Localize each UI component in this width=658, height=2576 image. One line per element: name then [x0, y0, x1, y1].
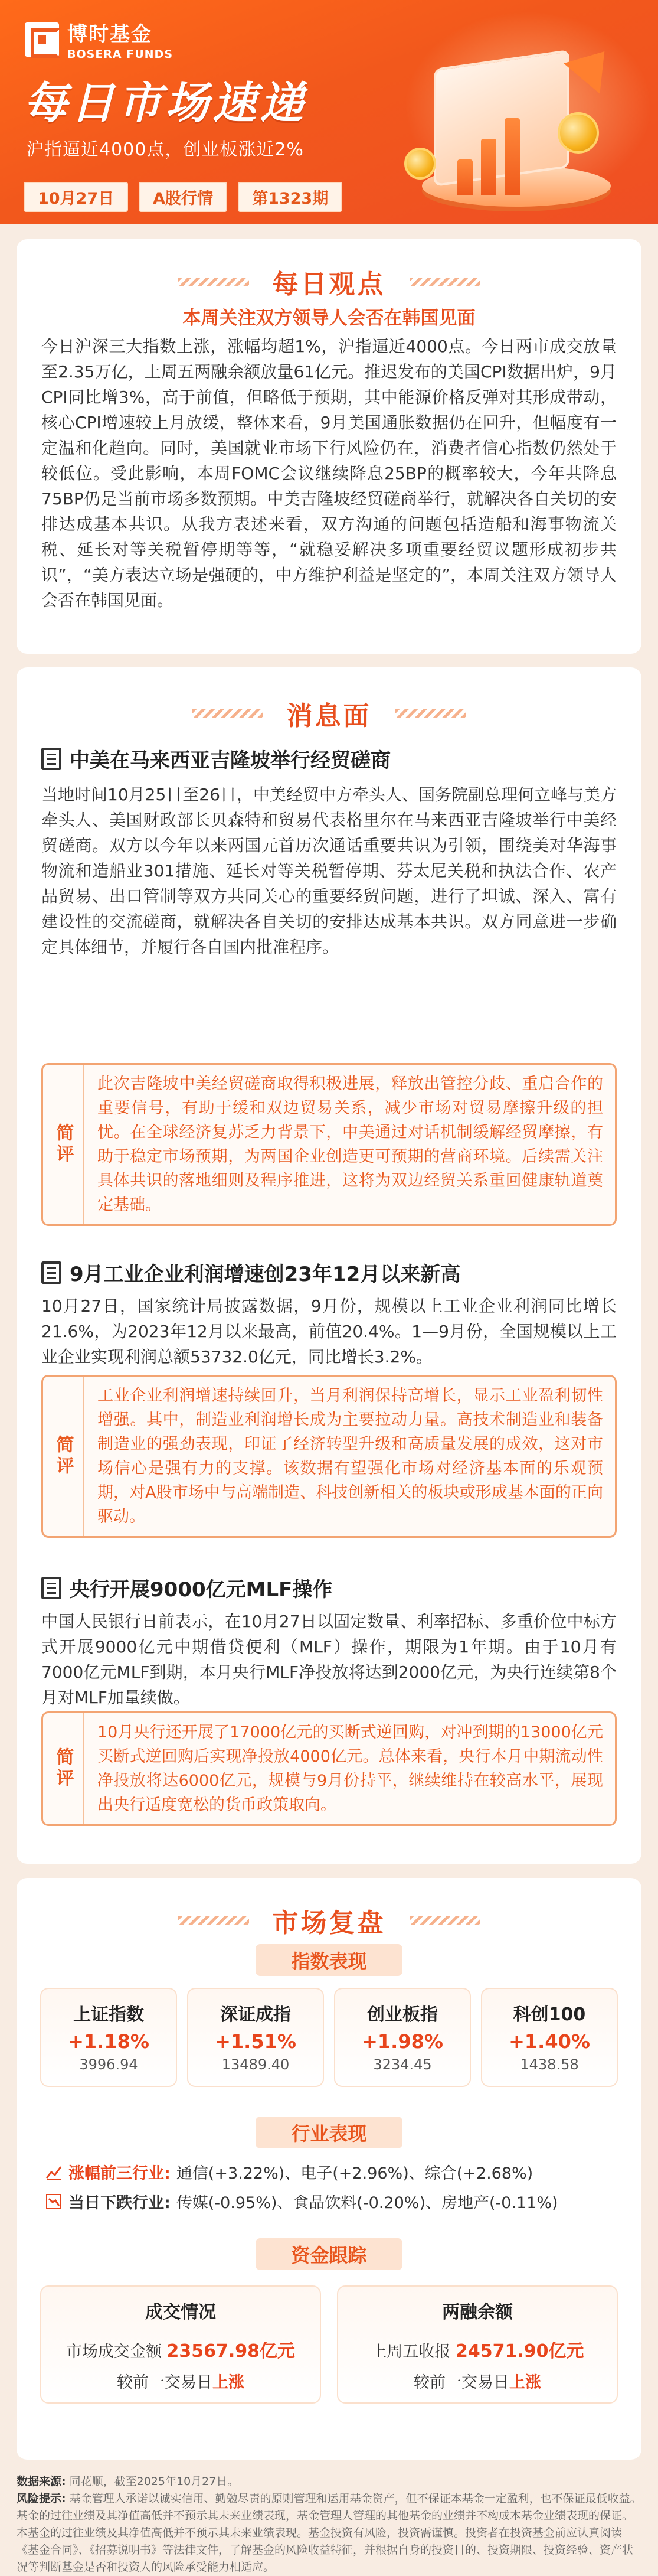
- industry-heading: 行业表现: [256, 2117, 402, 2148]
- news-comment: 简评 10月央行还开展了17000亿元的买断式逆回购，对冲到期的13000亿元买断式逆回购后实现净投放4000亿元。总体来看，央行本月中期流动性净投放将达6000亿元，规模与9月份持平，继续维持在较高水平，展现出央行适度宽松的货币政策取向。: [41, 1711, 617, 1826]
- funds-heading: 资金跟踪: [256, 2238, 402, 2270]
- industry-up-row: 涨幅前三行业: 通信(+3.22%)、电子(+2.96%)、综合(+2.68%): [45, 2160, 618, 2183]
- issue-tag: 第1323期: [238, 182, 342, 212]
- news-item-body: 中国人民银行日前表示，在10月27日以固定数量、利率招标、多重价位中标方式开展9000亿元中期借贷便利（MLF）操作，期限为1年期。由于10月有7000亿元MLF到期，本月央行MLF净投放将达到2000亿元，为央行连续第8个月对MLF加量续做。: [41, 1612, 617, 1707]
- index-card: 上证指数 +1.18% 3996.94: [40, 1988, 177, 2087]
- comment-label: 简评: [43, 1065, 84, 1224]
- news-item-body: 10月27日，国家统计局披露数据，9月份，规模以上工业企业利润同比增长21.6%，为2023年12月以来最高，前值20.4%。1—9月份，全国规模以上工业企业实现利润总额53732.0亿元，同比增长3.2%。: [41, 1296, 617, 1367]
- risk-text: 基金管理人承诺以诚实信用、勤勉尽责的原则管理和运用基金资产，但不保证本基金一定盈利，也不保证最低收益。基金的过往业绩及其净值高低并不预示其未来业绩表现，基金管理人管理的其他基金的业绩并不构成本基金业绩表现的保证。本基金的过往业绩及其净值高低并不预示其未来业绩表现。基金投资有风险，投资需谨慎。投资者在投资基金前应认真阅读《基金合同》、《招募说明书》等法律文件，了解基金的风险收益特征，并根据自身的投资目的、投资期限、投资经验、资产状况等判断基金是否和投资人的风险承受能力相适应。: [17, 2492, 641, 2574]
- category-tag: A股行情: [139, 182, 227, 212]
- fund-card: 两融余额 上周五收报 24571.90亿元 较前一交易日上涨: [337, 2285, 618, 2404]
- news-item-body: 当地时间10月25日至26日，中美经贸中方牵头人、国务院副总理何立峰与美方牵头人、美国财政部长贝森特和贸易代表格里尔在马来西亚吉隆坡举行中美经贸磋商。双方以今年以来两国元首历次通话重要共识为引领，围绕美对华海事物流和造船业301措施、延长对等关税暂停期、芬太尼关税和执法合作、农产品贸易、出口管制等双方共同关心的重要经贸问题，进行了坦诚、深入、富有建设性的交流磋商，就解决各自关切的安排达成基本共识。双方同意进一步确定具体细节，并履行各自国内批准程序。: [41, 785, 617, 957]
- comment-label: 简评: [43, 1713, 84, 1824]
- index-card: 深证成指 +1.51% 13489.40: [187, 1988, 324, 2087]
- coin-icon: [404, 148, 436, 180]
- daily-view-card: [17, 239, 641, 654]
- up-arrow-icon: [564, 36, 623, 93]
- news-item-title: 中美在马来西亚吉隆坡举行经贸磋商: [41, 744, 617, 773]
- news-card: [17, 667, 641, 1864]
- header-banner: [0, 0, 658, 224]
- industry-down-row: 当日下跌行业: 传媒(-0.95%)、食品饮料(-0.20%)、房地产(-0.11%): [45, 2190, 618, 2213]
- page-title: 每日市场速递: [24, 78, 307, 129]
- daily-view-body: 今日沪深三大指数上涨，涨幅均超1%，沪指逼近4000点。今日两市成交放量至2.35万亿，上周五两融余额放量61亿元。推迟发布的美国CPI数据出炉，9月CPI同比增3%，高于前值，但略低于预期，其中能源价格反弹对其形成带动，核心CPI增速较上月放缓，整体来看，9月美国通胀数据仍在回升，但幅度有一定温和化趋向。同时，美国就业市场下行风险仍在，消费者信心指数仍然处于较低位。受此影响，本周FOMC会议继续降息25BP的概率较大，今年共降息75BP仍是当前市场多数预期。中美吉隆坡经贸磋商举行，就解决各自关切的安排达成基本共识。从我方表述来看，双方沟通的问题包括造船和海事物流关税、延长对等关税暂停期等等，“就稳妥解决多项重要经贸议题形成初步共识”，“美方表达立场是强硬的，中方维护利益是坚定的”，本周关注双方领导人会否在韩国见面。: [41, 337, 617, 610]
- index-card: 科创100 +1.40% 1438.58: [481, 1988, 618, 2087]
- source-label: 数据来源:: [17, 2475, 66, 2488]
- date-tag: 10月27日: [24, 182, 128, 212]
- document-icon: [41, 1261, 61, 1284]
- daily-view-heading: 本周关注双方领导人会否在韩国见面: [182, 308, 476, 329]
- index-list: [40, 1988, 618, 2087]
- daily-view-title: 每日观点: [249, 263, 410, 301]
- news-item-title: 9月工业企业利润增速创23年12月以来新高: [41, 1258, 617, 1287]
- brand-name-cn: 博时基金: [67, 22, 152, 46]
- market-section-title: 市场复盘: [249, 1902, 410, 1939]
- news-item-title: 央行开展9000亿元MLF操作: [41, 1573, 617, 1602]
- index-heading: 指数表现: [256, 1944, 402, 1976]
- coin-icon: [558, 112, 599, 154]
- comment-label: 简评: [43, 1377, 84, 1536]
- funds-list: [40, 2285, 618, 2404]
- index-card: 创业板指 +1.98% 3234.45: [334, 1988, 471, 2087]
- trend-up-icon: [45, 2163, 63, 2181]
- footer-disclaimer: [17, 2473, 641, 2576]
- brand-logo: [25, 18, 173, 61]
- document-icon: [41, 1577, 61, 1599]
- brand-logo-icon: [25, 22, 59, 57]
- chart-illustration-icon: [410, 35, 623, 213]
- fund-card: 成交情况 市场成交金额 23567.98亿元 较前一交易日上涨: [40, 2285, 321, 2404]
- page-subtitle: 沪指逼近4000点，创业板涨近2%: [26, 139, 304, 160]
- source-text: 同花顺，截至2025年10月27日。: [69, 2475, 239, 2488]
- news-section-title: 消息面: [263, 694, 395, 732]
- news-comment: 简评 工业企业利润增速持续回升，当月利润保持高增长，显示工业盈利韧性增强。其中，制造业利润增长成为主要拉动力量。高技术制造业和装备制造业的强劲表现，印证了经济转型升级和高质量发展的成效，这对市场信心是强有力的支撑。该数据有望强化市场对经济基本面的乐观预期，对A股市场中与高端制造、科技创新相关的板块或形成基本面的正向驱动。: [41, 1375, 617, 1538]
- brand-name-en: BOSERA FUNDS: [67, 48, 173, 61]
- header-tags: [24, 182, 342, 212]
- news-comment: 简评 此次吉隆坡中美经贸磋商取得积极进展，释放出管控分歧、重启合作的重要信号，有助于缓和双边贸易关系，减少市场对贸易摩擦升级的担忧。在全球经济复苏乏力背景下，中美通过对话机制缓解经贸摩擦，有助于稳定市场预期，为两国企业创造更可预期的营商环境。后续需关注具体共识的落地细则及程序推进，这将为双边经贸关系重回健康轨道奠定基础。: [41, 1063, 617, 1226]
- risk-label: 风险提示:: [17, 2492, 66, 2505]
- trend-down-icon: [45, 2193, 63, 2210]
- market-review-card: [17, 1878, 641, 2460]
- document-icon: [41, 748, 61, 770]
